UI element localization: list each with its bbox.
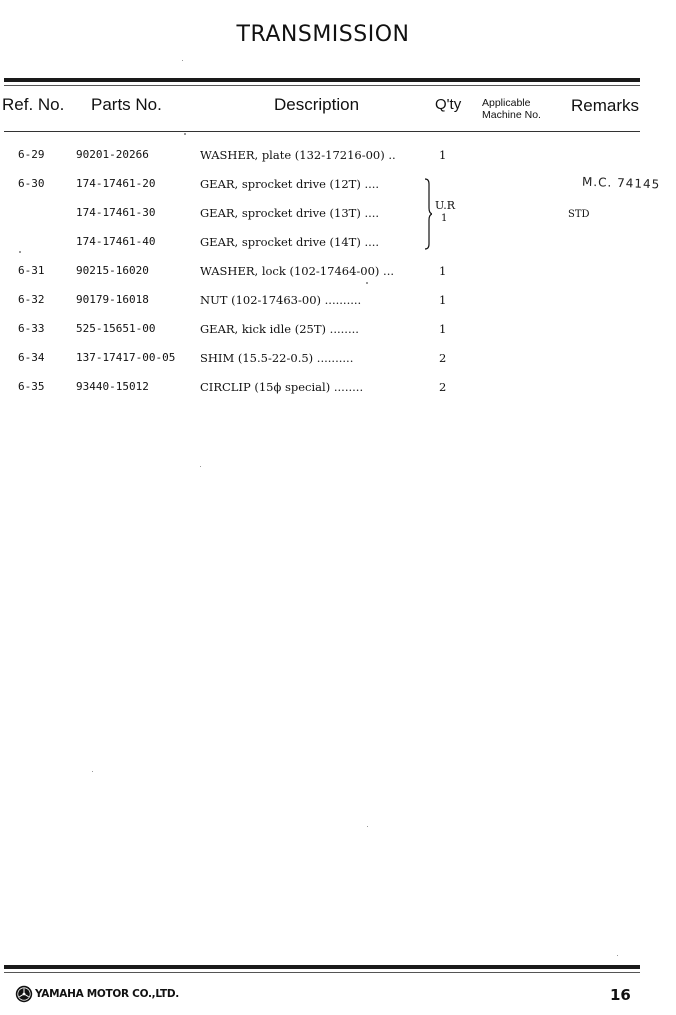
header-ref-no: Ref. No. xyxy=(2,95,65,114)
header-rule xyxy=(4,131,640,132)
ref-no-cell: 6-32 xyxy=(18,293,45,306)
description-cell: WASHER, plate (132-17216-00) .. xyxy=(200,148,396,162)
yamaha-logo-icon xyxy=(15,985,33,1003)
scan-speck xyxy=(184,133,186,135)
part-no-cell: 90179-16018 xyxy=(76,293,149,306)
ref-no-cell: 6-30 xyxy=(18,177,45,190)
description-cell: SHIM (15.5-22-0.5) .......... xyxy=(200,351,354,365)
qty-cell: 1 xyxy=(439,148,447,162)
header-remarks: Remarks xyxy=(571,96,640,115)
ref-no-cell: 6-35 xyxy=(18,380,45,393)
part-no-cell: 90201-20266 xyxy=(76,148,149,161)
page-number: 16 xyxy=(610,986,631,1004)
qty-cell: 1 xyxy=(439,264,447,278)
description-cell: CIRCLIP (15ϕ special) ........ xyxy=(200,380,364,394)
part-no-cell: 90215-16020 xyxy=(76,264,149,277)
scan-speck xyxy=(200,466,201,467)
group-bracket-label: U.R xyxy=(435,199,456,212)
part-no-cell: 174-17461-30 xyxy=(76,206,156,219)
description-cell: WASHER, lock (102-17464-00) ... xyxy=(200,264,395,278)
part-no-cell: 93440-15012 xyxy=(76,380,149,393)
description-cell: NUT (102-17463-00) .......... xyxy=(200,293,362,307)
part-no-cell: 174-17461-20 xyxy=(76,177,156,190)
scan-speck xyxy=(182,60,183,61)
group-bracket-qty: 1 xyxy=(441,213,448,224)
header-description: Description xyxy=(274,95,360,114)
top-rule-thin xyxy=(4,85,640,86)
top-rule xyxy=(4,78,640,82)
ref-no-cell: 6-29 xyxy=(18,148,45,161)
bottom-rule xyxy=(4,965,640,969)
footer-company-name: YAMAHA MOTOR CO.,LTD. xyxy=(35,988,179,1000)
ref-no-cell: 6-31 xyxy=(18,264,45,277)
description-cell: GEAR, sprocket drive (14T) .... xyxy=(200,235,380,249)
table-row xyxy=(0,174,676,197)
part-no-cell: 525-15651-00 xyxy=(76,322,156,335)
table-row xyxy=(0,264,676,284)
qty-cell: 2 xyxy=(439,351,447,365)
description-cell: GEAR, sprocket drive (13T) .... xyxy=(200,206,380,220)
part-no-cell: 174-17461-40 xyxy=(76,235,156,248)
header-applicable-machine xyxy=(482,97,541,121)
remarks-cell: STD xyxy=(568,209,590,220)
table-row xyxy=(0,148,676,168)
description-cell: GEAR, kick idle (25T) ........ xyxy=(200,322,359,336)
ref-no-cell: 6-33 xyxy=(18,322,45,335)
table-row xyxy=(0,322,676,342)
header-applicable-line2: Machine No. xyxy=(482,109,541,121)
part-no-cell: 137-17417-00-05 xyxy=(76,351,176,364)
handwritten-note: M.C. 74145 xyxy=(581,174,661,192)
qty-cell: 1 xyxy=(439,293,447,307)
scan-speck xyxy=(19,251,21,253)
header-qty: Q'ty xyxy=(435,96,462,113)
bottom-rule-thin xyxy=(4,972,640,973)
scan-speck xyxy=(617,955,618,956)
page-title: TRANSMISSION xyxy=(236,22,410,47)
ref-no-cell: 6-34 xyxy=(18,351,45,364)
table-row xyxy=(0,235,676,255)
scan-speck xyxy=(367,826,368,827)
header-applicable-line1: Applicable xyxy=(482,97,531,109)
description-cell: GEAR, sprocket drive (12T) .... xyxy=(200,177,380,191)
header-parts-no: Parts No. xyxy=(91,95,162,114)
qty-cell: 1 xyxy=(439,322,447,336)
table-row xyxy=(0,380,676,400)
scan-speck xyxy=(92,771,93,772)
table-row xyxy=(0,293,676,313)
table-row xyxy=(0,206,676,226)
group-brace-icon xyxy=(424,178,432,250)
table-row xyxy=(0,351,676,371)
qty-cell: 2 xyxy=(439,380,447,394)
scan-speck xyxy=(366,282,368,284)
